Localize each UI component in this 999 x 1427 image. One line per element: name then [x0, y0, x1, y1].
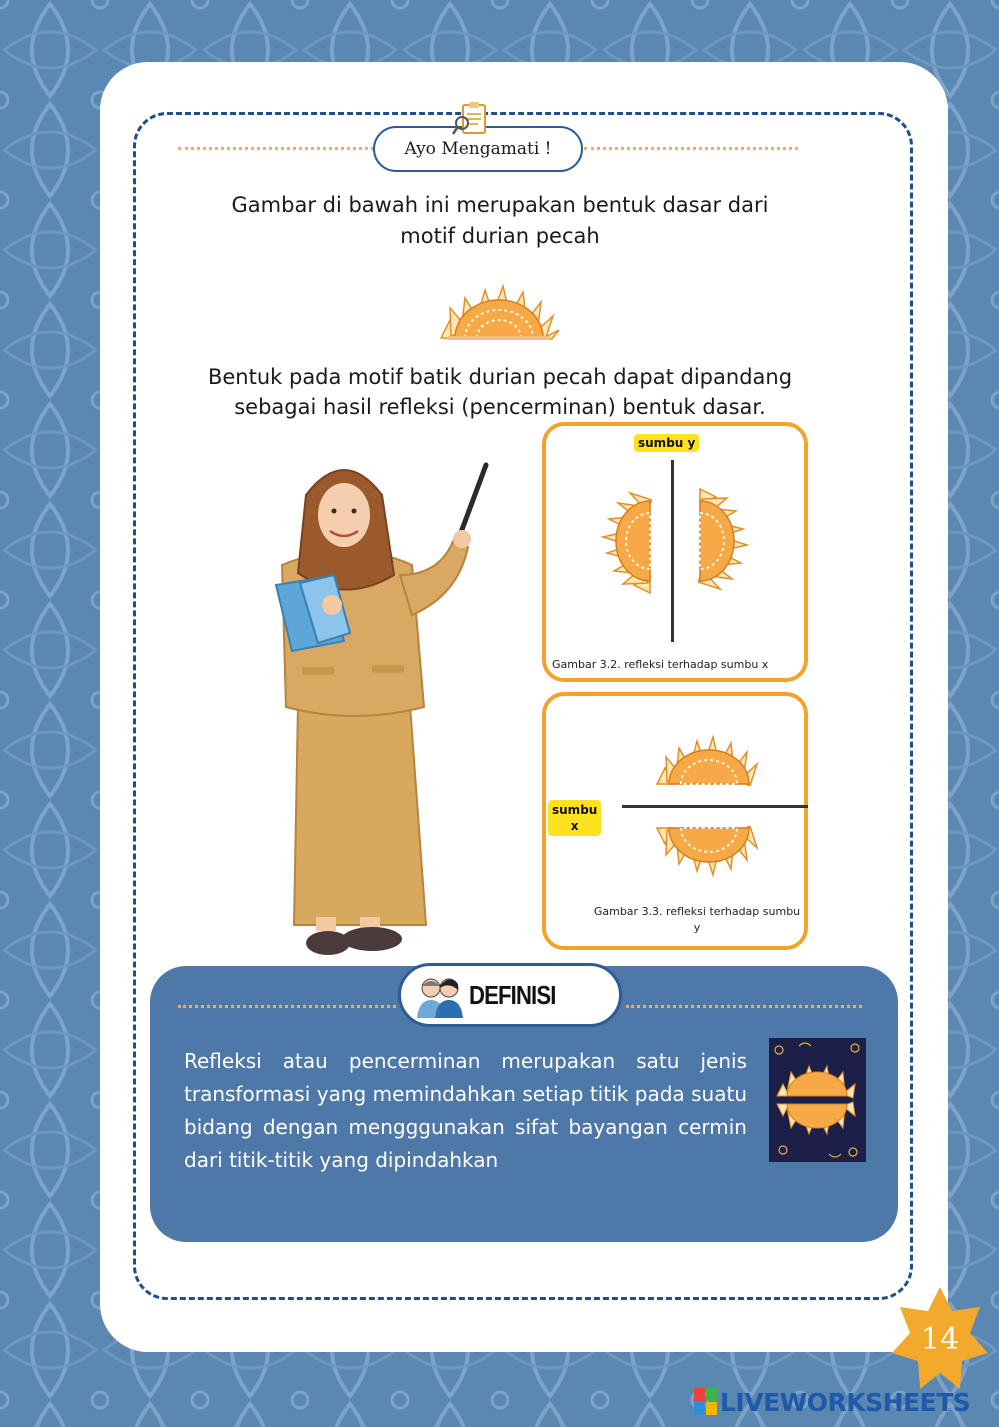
teacher-illustration [240, 455, 500, 965]
intro-line-1: Gambar di bawah ini merupakan bentuk dasar dari [231, 193, 769, 217]
batik-thumbnail [769, 1038, 866, 1162]
page-number: 14 [920, 1322, 960, 1357]
footer-brand [694, 1386, 970, 1418]
statement-line-2: sebagai hasil refleksi (pencerminan) bentuk dasar. [234, 395, 766, 419]
definition-title: DEFINISI [469, 980, 556, 1010]
intro-line-2: motif durian pecah [400, 224, 600, 248]
liveworksheets-logo-icon [694, 1388, 718, 1416]
statement-line-1: Bentuk pada motif batik durian pecah dapat dipandang [207, 365, 793, 389]
figure-caption-3-3 [586, 904, 808, 936]
y-axis-line [671, 460, 674, 642]
figure-caption-3-3-line-1: Gambar 3.3. refleksi terhadap sumbu [593, 905, 801, 918]
x-axis-line [622, 805, 808, 808]
durian-motif-base [438, 280, 560, 340]
durian-motif-right-half [698, 486, 756, 596]
people-icon [415, 974, 465, 1018]
durian-motif-top-half [654, 732, 764, 786]
axis-label-x [548, 800, 601, 836]
axis-label-x-line-1: sumbu [552, 803, 598, 817]
statement-text [160, 362, 840, 422]
axis-label-y: sumbu y [634, 434, 699, 452]
durian-motif-left-half [594, 486, 652, 596]
footer-brand-text: LIVEWORKSHEETS [720, 1387, 971, 1417]
definition-dotted-left [178, 1005, 396, 1008]
definition-dotted-right [626, 1005, 862, 1008]
durian-motif-bottom-half [654, 826, 764, 880]
definition-text: Refleksi atau pencerminan merupakan satu jenis transformasi yang memindahkan setiap titik pada suatu bidang dengan mengggunakan sifat bayangan cermin dari titik-titik yang dipindahkan [184, 1049, 747, 1172]
definition-pill [398, 963, 622, 1027]
figure-caption-3-2: Gambar 3.2. refleksi terhadap sumbu x [552, 658, 769, 671]
intro-text [180, 190, 820, 252]
axis-label-x-line-2: x [570, 819, 579, 833]
figure-box-y-axis [542, 422, 808, 682]
dotted-divider-left [178, 147, 374, 150]
dotted-divider-right [584, 147, 798, 150]
clipboard-icon [452, 101, 490, 137]
figure-caption-3-3-line-2: y [693, 921, 701, 934]
section-pill-label: Ayo Mengamati ! [404, 139, 552, 159]
figure-box-x-axis [542, 692, 808, 950]
